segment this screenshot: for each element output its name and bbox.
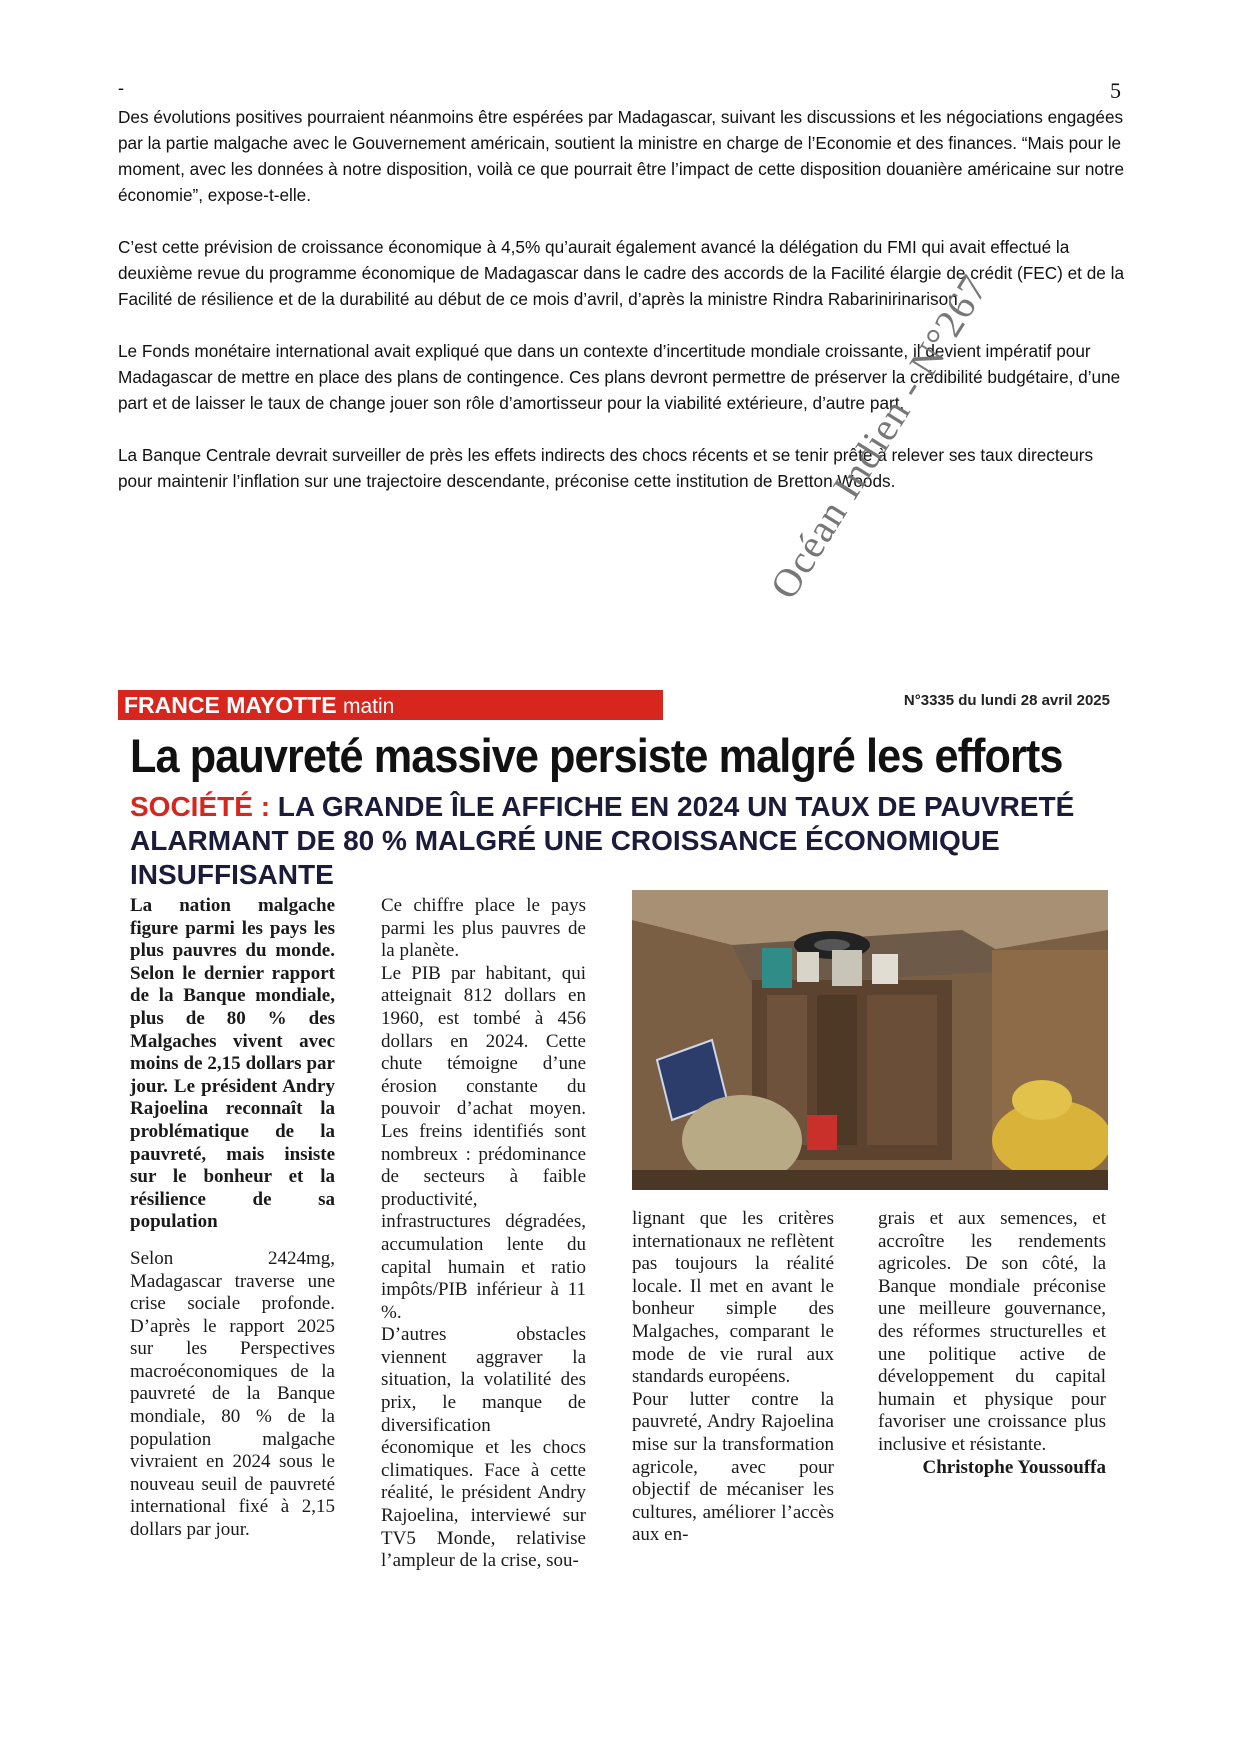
intro-paragraph: C’est cette prévision de croissance économique à 4,5% qu’aurait également avancé la délégation du FMI qui avait effectué la deuxième revue du programme économique de Madagascar dans le cadre des accords de la Facilité élargie de crédit (FEC) et de la Facilité de résilience et de la durabilité au début de ce mois d’avril, d’après la ministre Rindra Rabarinirinarison. (118, 237, 1124, 309)
intro-paragraph: Le Fonds monétaire international avait expliqué que dans un contexte d’incertitude mondiale croissante, il devient impératif pour Madagascar de mettre en place des plans de contingence. Ces plans devront permettre de préserver la crédibilité budgétaire, d’une part et de laisser le taux de change jouer son rôle d’amortisseur pour la viabilité extérieure, d’autre part. (118, 341, 1121, 413)
shack-illustration (632, 890, 1108, 1190)
article-paragraph: Pour lutter contre la pauvreté, Andry Rajoelina mise sur la transformation agricole, avec pour objectif de mécaniser les cultures, améliorer l’accès aux en- (632, 1388, 834, 1546)
article-paragraph: lignant que les critères internationaux ne reflètent pas toujours la réalité locale. Il met en avant le bonheur simple des Malgaches, comparant le mode de vie rural aux standards européens. (632, 1208, 834, 1388)
article-paragraph: Selon 2424mg, Madagascar traverse une crise sociale profonde. D’après le rapport 2025 sur les Perspectives macroéconomiques de la pauvreté de la Banque mondiale, 80 % de la population malgache vivraient en 2024 sous le nouveau seuil de pauvreté international fixé à 2,15 dollars par jour. (130, 1247, 335, 1541)
article-paragraph: D’autres obstacles viennent aggraver la situation, la volatilité des prix, le manque de diversification économique et les chocs climatiques. Face à cette réalité, le président Andry Rajoelina, interviewé sur TV5 Monde, relativise l’ampleur de la crise, sou- (381, 1324, 586, 1572)
article-column-4 (878, 1208, 1106, 1479)
page-number: 5 (1110, 78, 1121, 103)
article-byline: Christophe Youssouffa (922, 1456, 1106, 1478)
section-kicker: SOCIÉTÉ : (130, 791, 271, 822)
article-lead: La nation malgache figure parmi les pays les plus pauvres du monde. Selon le dernier rapport de la Banque mondiale, plus de 80 % des Malgaches vivent avec moins de 2,15 dollars par jour. Le président Andry Rajoelina reconnaît la problématique de la pauvreté, mais insiste sur le bonheur et la résilience de sa population (130, 895, 335, 1233)
article-paragraph: Ce chiffre place le pays parmi les plus pauvres de la planète. (381, 895, 586, 962)
article-headline: La pauvreté massive persiste malgré les efforts (130, 729, 1063, 782)
newspaper-clipping (118, 690, 1118, 1572)
page-dash: - (118, 78, 124, 98)
article-column-3 (632, 1208, 834, 1547)
deck-text: LA GRANDE ÎLE AFFICHE EN 2024 UN TAUX DE PAUVRETÉ ALARMANT DE 80 % MALGRÉ UNE CROISSANCE ÉCONOMIQUE INSUFFISANTE (130, 791, 1075, 890)
article-photo (632, 890, 1108, 1190)
article-paragraph: grais et aux semences, et accroître les rendements agricoles. De son côté, la Banque mondiale préconise une meilleure gouvernance, des réformes structurelles et une politique active de développement du capital humain et physique pour favoriser une croissance plus inclusive et résistante. (878, 1208, 1106, 1455)
article-paragraph: Le PIB par habitant, qui atteignait 812 dollars en 1960, est tombé à 456 dollars en 2024. Cette chute témoigne d’une érosion constante du pouvoir d’achat moyen. Les freins identifiés sont nombreux : prédominance de secteurs à faible productivité, infrastructures dégradées, accumulation lente du capital humain et ratio impôts/PIB inférieur à 11 %. (381, 962, 586, 1323)
article-column-1 (130, 895, 335, 1542)
article-deck (130, 790, 1100, 892)
intro-paragraph: Des évolutions positives pourraient néanmoins être espérées par Madagascar, suivant les discussions et les négociations engagées par la partie malgache avec le Gouvernement américain, soutient la ministre en charge de l’Economie et des finances. “Mais pour le moment, avec les données à notre disposition, voilà ce que pourrait être l’impact de cette disposition douanière américaine sur notre économie”, expose-t-elle. (118, 107, 1125, 205)
issue-date: N°3335 du lundi 28 avril 2025 (903, 692, 1110, 709)
watermark-stamp: Océan Indien - N°267 (760, 266, 997, 607)
intro-paragraph: La Banque Centrale devrait surveiller de près les effets indirects des chocs récents et se tenir prête à relever ses taux directeurs pour maintenir l’inflation sur une trajectoire descendante, préconise cette institution de Bretton Woods. (118, 445, 1094, 491)
article-column-2 (381, 895, 586, 1573)
newspaper-masthead (118, 690, 663, 720)
masthead-title: FRANCE MAYOTTE (124, 692, 337, 718)
masthead-subtitle: matin (342, 695, 395, 718)
